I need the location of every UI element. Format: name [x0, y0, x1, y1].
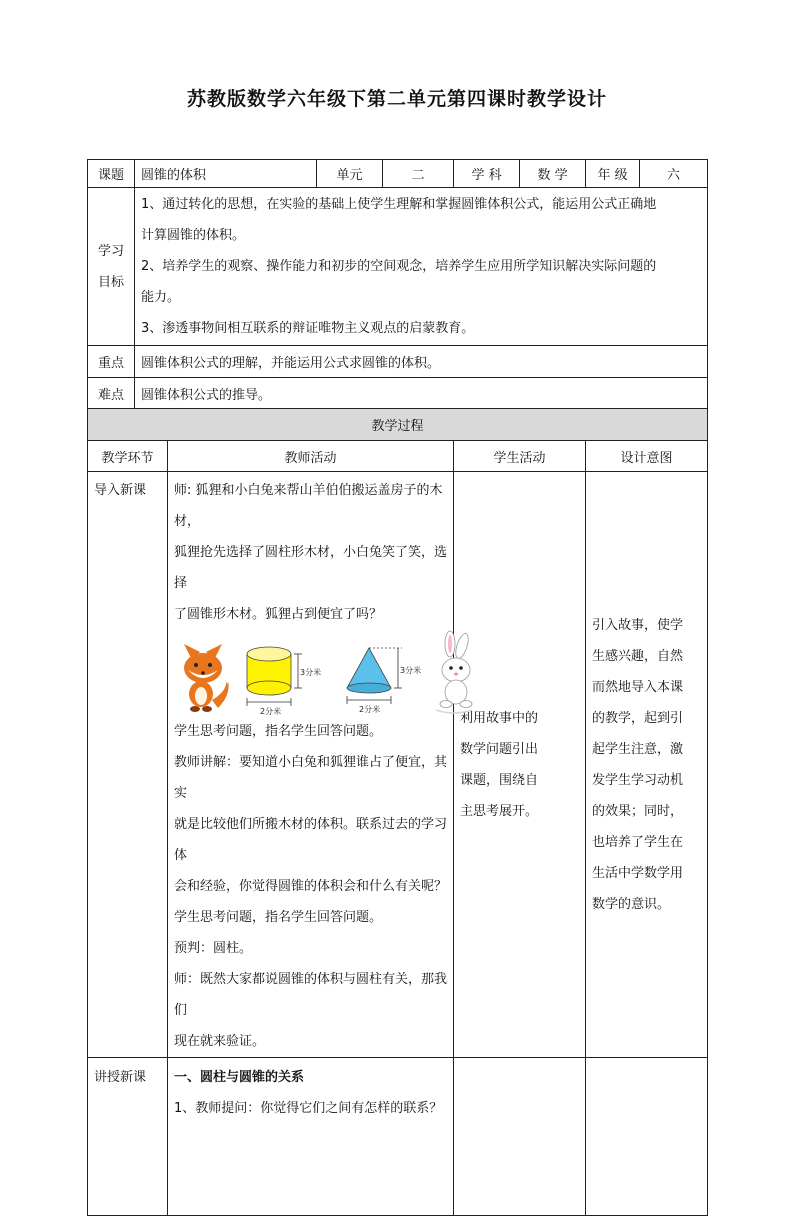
key-point-value: 圆锥体积公式的理解，并能运用公式求圆锥的体积。	[135, 346, 708, 378]
fox-image	[184, 644, 229, 712]
intent-line: 的教学，起到引	[592, 710, 684, 726]
unit-value: 二	[383, 160, 454, 188]
subject-value: 数 学	[520, 160, 586, 188]
difficulty-label: 难点	[88, 378, 135, 409]
intro-intent	[586, 472, 708, 1058]
col-header-student: 学生活动	[454, 441, 586, 472]
lesson-plan-table	[87, 159, 707, 1216]
student-line: 课题，围绕自	[460, 772, 539, 788]
goal-line: 1、通过转化的思想，在实验的基础上使学生理解和掌握圆锥体积公式，能运用公式正确地	[141, 197, 657, 212]
intent-line: 引入故事，使学	[592, 617, 684, 633]
process-header-row	[88, 441, 708, 472]
intent-line: 而然地导入本课	[592, 679, 684, 695]
goals-label-line2: 目标	[97, 274, 124, 290]
new-lesson-stage	[88, 1058, 168, 1216]
new-lesson-teacher	[168, 1058, 454, 1216]
grade-value: 六	[640, 160, 708, 188]
key-point-label: 重点	[88, 346, 135, 378]
intro-teacher	[168, 472, 454, 1058]
teacher-line: 现在就来验证。	[174, 1034, 266, 1049]
intro-row	[88, 472, 708, 1058]
teacher-line: 师：既然大家都说圆锥的体积与圆柱有关，那我们	[174, 972, 448, 1018]
topic-value: 圆锥的体积	[135, 160, 317, 188]
intent-line: 也培养了学生在	[592, 834, 684, 850]
intent-line: 发学生学习动机	[592, 772, 684, 788]
intent-line: 生感兴趣，自然	[592, 648, 684, 664]
intro-stage	[88, 472, 168, 1058]
cone-diameter-label: 2分米	[359, 705, 381, 714]
teacher-line: 狐狸抢先选择了圆柱形木材，小白兔笑了笑，选择	[174, 545, 448, 591]
difficulty-value: 圆锥体积公式的推导。	[135, 378, 708, 409]
header-row	[88, 160, 708, 188]
teacher-line: 学生思考问题，指名学生回答问题。	[174, 724, 383, 739]
goal-line: 3、渗透事物间相互联系的辩证唯物主义观点的启蒙教育。	[141, 321, 475, 336]
goals-row	[88, 188, 708, 346]
rabbit-image	[436, 631, 472, 713]
process-title-row	[88, 409, 708, 441]
key-point-row	[88, 346, 708, 378]
teacher-line: 预判：圆柱。	[174, 941, 253, 956]
teacher-line: 师: 狐狸和小白兔来帮山羊伯伯搬运盖房子的木材，	[174, 483, 443, 529]
goal-line: 能力。	[141, 290, 181, 305]
grade-label: 年 级	[586, 160, 640, 188]
story-figure-svg	[174, 630, 474, 716]
student-line: 主思考展开。	[460, 803, 539, 819]
intent-line: 起学生注意，激	[592, 741, 684, 757]
cylinder-height-label: 3分米	[300, 668, 322, 677]
teacher-line: 学生思考问题，指名学生回答问题。	[174, 910, 383, 925]
goals-content	[135, 188, 708, 346]
new-lesson-student	[454, 1058, 586, 1216]
teacher-line: 了圆锥形木材。狐狸占到便宜了吗？	[174, 607, 383, 622]
col-header-stage: 教学环节	[88, 441, 168, 472]
unit-label: 单元	[317, 160, 383, 188]
goal-line: 2、培养学生的观察、操作能力和初步的空间观念，培养学生应用所学知识解决实际问题的	[141, 259, 657, 274]
new-lesson-row	[88, 1058, 708, 1216]
cone-image	[347, 648, 402, 704]
difficulty-row	[88, 378, 708, 409]
student-line: 数学问题引出	[460, 741, 539, 757]
cylinder-diameter-label: 2分米	[260, 707, 282, 716]
col-header-intent: 设计意图	[586, 441, 708, 472]
goals-label	[88, 188, 135, 346]
document-title: 苏教版数学六年级下第二单元第四课时教学设计	[186, 88, 607, 110]
cylinder-image	[247, 647, 302, 706]
intent-line: 的效果；同时，	[592, 803, 684, 819]
topic-label: 课题	[88, 160, 135, 188]
teacher-line: 就是比较他们所搬木材的体积。联系过去的学习体	[174, 817, 448, 863]
goals-label-line1: 学习	[97, 243, 124, 259]
new-lesson-stage-label: 讲授新课	[94, 1070, 147, 1085]
teacher-line: 教师讲解：要知道小白兔和狐狸谁占了便宜，其实	[174, 755, 448, 801]
story-figure	[174, 630, 447, 716]
teacher-question: 1、教师提问：你觉得它们之间有怎样的联系？	[174, 1101, 443, 1116]
cone-height-label: 3分米	[400, 666, 422, 675]
intent-line: 生活中学数学用	[592, 865, 684, 881]
goal-line: 计算圆锥的体积。	[141, 228, 246, 243]
intent-line: 数学的意识。	[592, 896, 671, 912]
student-line: 利用故事中的	[460, 710, 539, 726]
new-lesson-intent	[586, 1058, 708, 1216]
intro-student	[454, 472, 586, 1058]
teacher-line: 会和经验，你觉得圆锥的体积会和什么有关呢？	[174, 879, 448, 894]
col-header-teacher: 教师活动	[168, 441, 454, 472]
process-title: 教学过程	[88, 409, 708, 441]
section-heading: 一、圆柱与圆锥的关系	[174, 1070, 305, 1085]
subject-label: 学 科	[454, 160, 520, 188]
intro-stage-label: 导入新课	[94, 483, 147, 498]
